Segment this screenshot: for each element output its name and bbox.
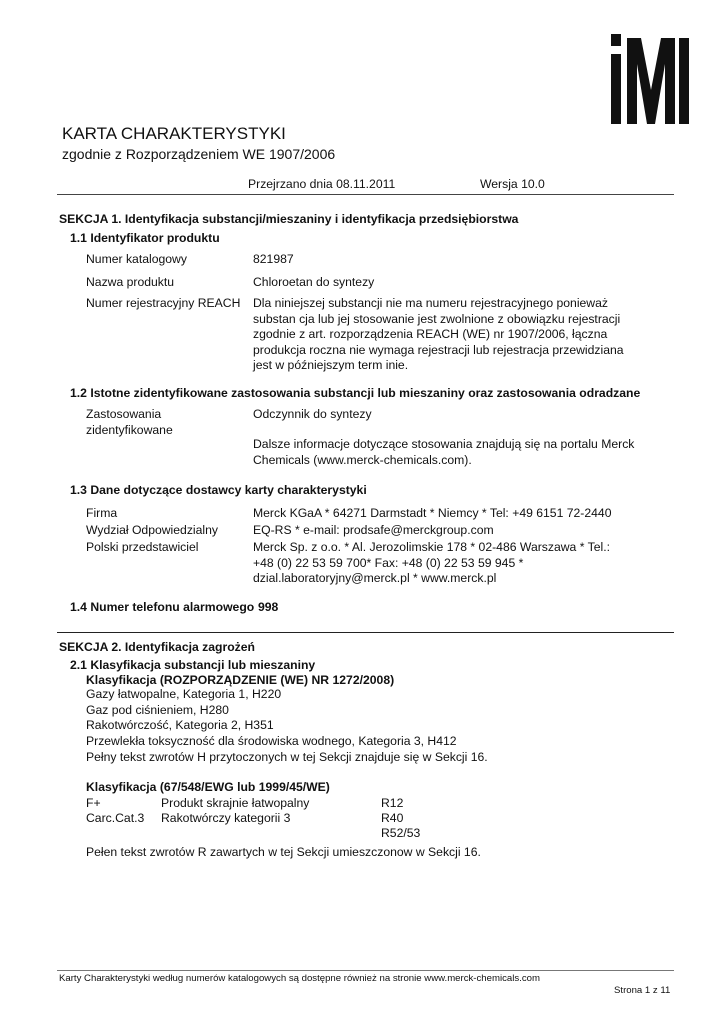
header-divider — [57, 194, 674, 195]
clp-classification-heading: Klasyfikacja (ROZPORZĄDZENIE (WE) NR 1272/2008) — [86, 673, 395, 687]
company-label: Firma — [86, 506, 118, 520]
polish-representative-label: Polski przedstawiciel — [86, 540, 199, 554]
text-line: Dalsze informacje dotyczące stosowania znajdują się na portalu Merck — [253, 437, 635, 451]
version-number: Wersja 10.0 — [480, 177, 545, 191]
catalog-number-label: Numer katalogowy — [86, 252, 187, 266]
clp-classification-list — [86, 687, 646, 749]
merck-logo — [611, 34, 689, 126]
product-name-value: Chloroetan do syntezy — [253, 275, 375, 289]
catalog-number-value: 821987 — [253, 252, 294, 266]
section-2-heading: SEKCJA 2. Identyfikacja zagrożeń — [59, 640, 255, 654]
text-line: Chemicals (www.merck-chemicals.com). — [253, 452, 472, 467]
text-line: dzial.laboratoryjny@merck.pl * www.merck.pl — [253, 571, 497, 586]
text-line: Merck Sp. z o.o. * Al. Jerozolimskie 178 * 02-486 Warszawa * Tel.: — [253, 540, 610, 554]
page-number: Strona 1 z 11 — [614, 985, 671, 996]
text-line: produkcja roczna nie wymaga rejestracji lub rejestracja przewidziana — [253, 342, 624, 357]
list-item: Gaz pod ciśnieniem, H280 — [86, 702, 229, 717]
department-value: EQ-RS * e-mail: prodsafe@merckgroup.com — [253, 523, 494, 537]
dsd-description: Rakotwórczy kategorii 3 — [161, 811, 291, 825]
text-line: jest w późniejszym term inie. — [253, 358, 409, 373]
reach-number-label: Numer rejestracyjny REACH — [86, 296, 241, 310]
footer-divider — [57, 970, 674, 971]
uses-more-info — [253, 437, 663, 468]
list-item: Rakotwórczość, Kategoria 2, H351 — [86, 718, 274, 733]
dsd-code: Carc.Cat.3 — [86, 811, 145, 825]
dsd-description: Produkt skrajnie łatwopalny — [161, 796, 310, 810]
section-1-heading: SEKCJA 1. Identyfikacja substancji/mieszaniny i identyfikacja przedsiębiorstwa — [59, 212, 519, 226]
dsd-r-phrase: R52/53 — [381, 826, 421, 840]
company-value: Merck KGaA * 64271 Darmstadt * Niemcy * Tel: +49 6151 72-2440 — [253, 506, 612, 520]
document-title: KARTA CHARAKTERYSTYKI — [62, 124, 286, 143]
document-subtitle: zgodnie z Rozporządzeniem WE 1907/2006 — [62, 146, 336, 162]
dsd-code: F+ — [86, 796, 101, 810]
identified-uses-value: Odczynnik do syntezy — [253, 407, 372, 421]
polish-representative-value — [253, 540, 663, 587]
section-divider — [57, 632, 674, 633]
text-line: Dla niniejszej substancji nie ma numeru rejestracyjnego ponieważ — [253, 296, 608, 310]
list-item: Przewlekła toksyczność dla środowiska wodnego, Kategoria 3, H412 — [86, 733, 457, 748]
text-line: Zastosowania — [86, 407, 162, 421]
list-item: Gazy łatwopalne, Kategoria 1, H220 — [86, 687, 282, 701]
subsection-1-3-heading: 1.3 Dane dotyczące dostawcy karty charakterystyki — [70, 483, 367, 497]
dsd-r-phrase: R12 — [381, 796, 404, 810]
reach-number-value — [253, 296, 653, 374]
department-label: Wydział Odpowiedzialny — [86, 523, 218, 537]
product-name-label: Nazwa produktu — [86, 275, 175, 289]
revision-date: Przejrzano dnia 08.11.2011 — [248, 177, 396, 191]
r-phrases-note: Pełen tekst zwrotów R zawartych w tej Sekcji umieszczonow w Sekcji 16. — [86, 845, 481, 859]
text-line: zidentyfikowane — [86, 422, 173, 437]
dsd-r-phrase: R40 — [381, 811, 404, 825]
identified-uses-label — [86, 407, 246, 438]
footer-note: Karty Charakterystyki według numerów katalogowych są dostępne również na stronie www.merck-chemicals.com — [59, 973, 540, 984]
text-line: substan cja lub jej stosowanie jest zwolnione z obowiązku rejestracji — [253, 311, 621, 326]
subsection-1-1-heading: 1.1 Identyfikator produktu — [70, 231, 220, 245]
emergency-phone-value: 998 — [258, 600, 279, 614]
text-line: +48 (0) 22 53 59 700* Fax: +48 (0) 22 53 59 945 * — [253, 555, 524, 570]
h-statements-note: Pełny tekst zwrotów H przytoczonych w tej Sekcji znajduje się w Sekcji 16. — [86, 750, 488, 764]
subsection-1-4-heading: 1.4 Numer telefonu alarmowego — [70, 600, 255, 614]
logo-dot — [611, 34, 621, 46]
subsection-2-1-heading: 2.1 Klasyfikacja substancji lub mieszaniny — [70, 658, 316, 672]
text-line: zgodnie z art. rozporządzenia REACH (WE) nr 1907/2006, łączna — [253, 327, 608, 342]
dsd-classification-heading: Klasyfikacja (67/548/EWG lub 1999/45/WE) — [86, 780, 330, 794]
subsection-1-2-heading: 1.2 Istotne zidentyfikowane zastosowania substancji lub mieszaniny oraz zastosowania odradzane — [70, 386, 641, 400]
